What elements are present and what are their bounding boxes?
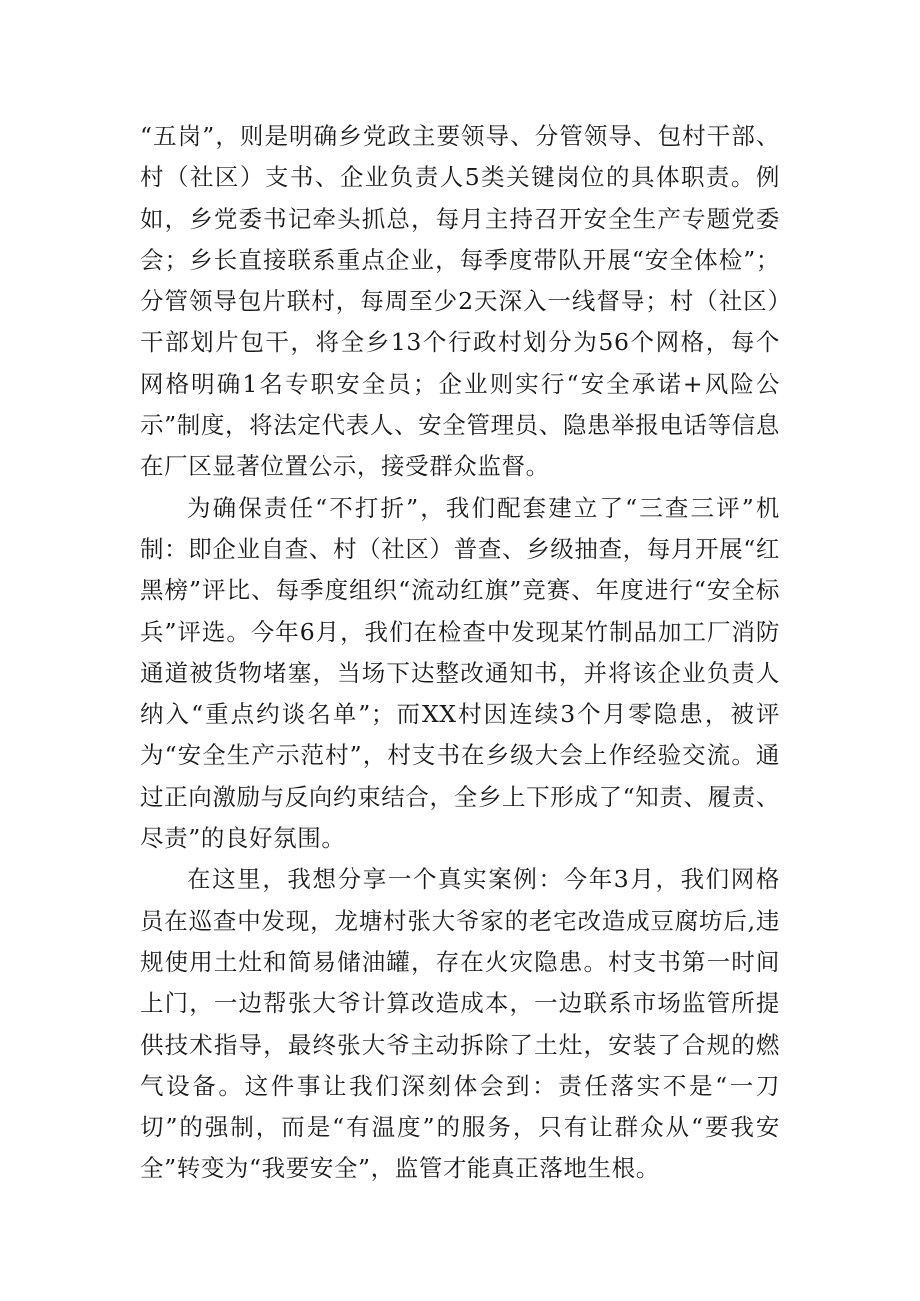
paragraph-five-posts: “五岗”，则是明确乡党政主要领导、分管领导、包村干部、村（社区）支书、企业负责人5类关键岗位的具体职责。例如，乡党委书记牵头抓总，每月主持召开安全生产专题党委会；乡长直接联系重点企业，每季度带队开展“安全体检”；分管领导包片联村，每周至少2天深入一线督导；村（社区）干部划片包干，将全乡13个行政村划分为56个网格，每个网格明确1名专职安全员；企业则实行“安全承诺+风险公示”制度，将法定代表人、安全管理员、隐患举报电话等信息在厂区显著位置公示，接受群众监督。: [140, 122, 780, 481]
paragraph-three-checks: 为确保责任“不打折”，我们配套建立了“三查三评”机制：即企业自查、村（社区）普查、乡级抽查，每月开展“红黑榜”评比、每季度组织“流动红旗”竞赛、年度进行“安全标兵”评选。今年6月，我们在检查中发现某竹制品加工厂消防通道被货物堵塞，当场下达整改通知书，并将该企业负责人纳入“重点约谈名单”；而XX村因连续3个月零隐患，被评为“安全生产示范村”，村支书在乡级大会上作经验交流。通过正向激励与反向约束结合，全乡上下形成了“知责、履责、尽责”的良好氛围。: [140, 493, 780, 853]
document-body: [140, 116, 780, 1190]
paragraph-case-study: 在这里，我想分享一个真实案例：今年3月，我们网格员在巡查中发现，龙塘村张大爷家的老宅改造成豆腐坊后,违规使用土灶和简易储油罐，存在火灾隐患。村支书第一时间上门，一边帮张大爷计算改造成本，一边联系市场监管所提供技术指导，最终张大爷主动拆除了土灶，安装了合规的燃气设备。这件事让我们深刻体会到：责任落实不是“一刀切”的强制，而是“有温度”的服务，只有让群众从“要我安全”转变为“我要安全”，监管才能真正落地生根。: [140, 865, 780, 1183]
